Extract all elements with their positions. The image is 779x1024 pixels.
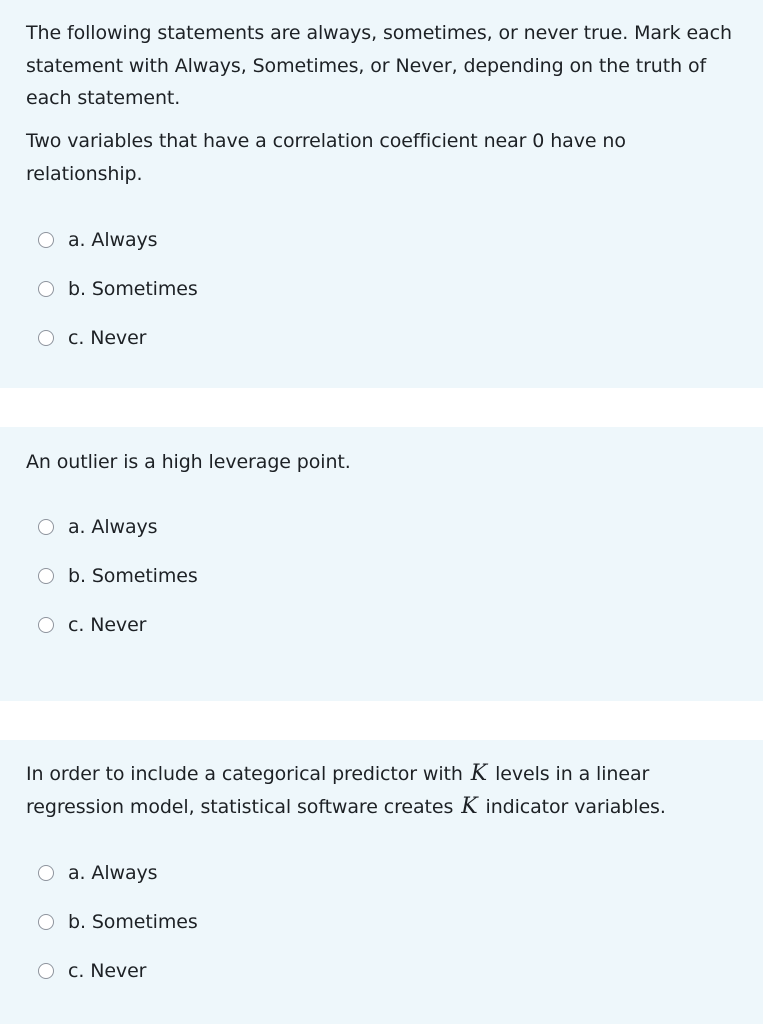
option-label: b. Sometimes: [68, 565, 198, 587]
question-text-part-2: levels in a linear regression model, statistical software creates: [26, 763, 650, 818]
radio-button-icon[interactable]: [38, 963, 54, 979]
option-never[interactable]: [38, 959, 146, 983]
option-always[interactable]: [38, 515, 157, 539]
option-always[interactable]: [38, 228, 157, 252]
option-sometimes[interactable]: [38, 910, 198, 934]
math-variable-k: K: [461, 793, 478, 819]
question-card-2: [0, 427, 763, 701]
option-sometimes[interactable]: [38, 277, 198, 301]
option-label: c. Never: [68, 327, 147, 349]
option-label: a. Always: [68, 229, 158, 251]
question-text-part-3: indicator variables.: [485, 795, 666, 818]
radio-button-icon[interactable]: [38, 617, 54, 633]
option-never[interactable]: [38, 613, 146, 637]
option-label: a. Always: [68, 516, 158, 538]
radio-button-icon[interactable]: [38, 568, 54, 584]
question-text: Two variables that have a correlation coefficient near 0 have no relationship.: [26, 130, 626, 185]
option-label: c. Never: [68, 960, 147, 982]
option-label: a. Always: [68, 862, 158, 884]
instructions-text: The following statements are always, sometimes, or never true. Mark each statement with Always, Sometimes, or Never, depending on the truth of each statement.: [26, 22, 732, 109]
radio-button-icon[interactable]: [38, 232, 54, 248]
radio-button-icon[interactable]: [38, 330, 54, 346]
question-text: An outlier is a high leverage point.: [26, 451, 351, 473]
radio-button-icon[interactable]: [38, 865, 54, 881]
option-sometimes[interactable]: [38, 564, 198, 588]
option-label: c. Never: [68, 614, 147, 636]
option-always[interactable]: [38, 861, 157, 885]
question-text: [26, 758, 726, 823]
math-variable-k: K: [470, 761, 488, 786]
option-label: b. Sometimes: [68, 911, 198, 933]
radio-button-icon[interactable]: [38, 519, 54, 535]
radio-button-icon[interactable]: [38, 281, 54, 297]
question-text-part-1: In order to include a categorical predictor with: [26, 763, 463, 785]
question-card-3: [0, 740, 763, 1024]
radio-button-icon[interactable]: [38, 914, 54, 930]
question-card-1: [0, 0, 763, 388]
option-label: b. Sometimes: [68, 278, 198, 300]
option-never[interactable]: [38, 326, 146, 350]
